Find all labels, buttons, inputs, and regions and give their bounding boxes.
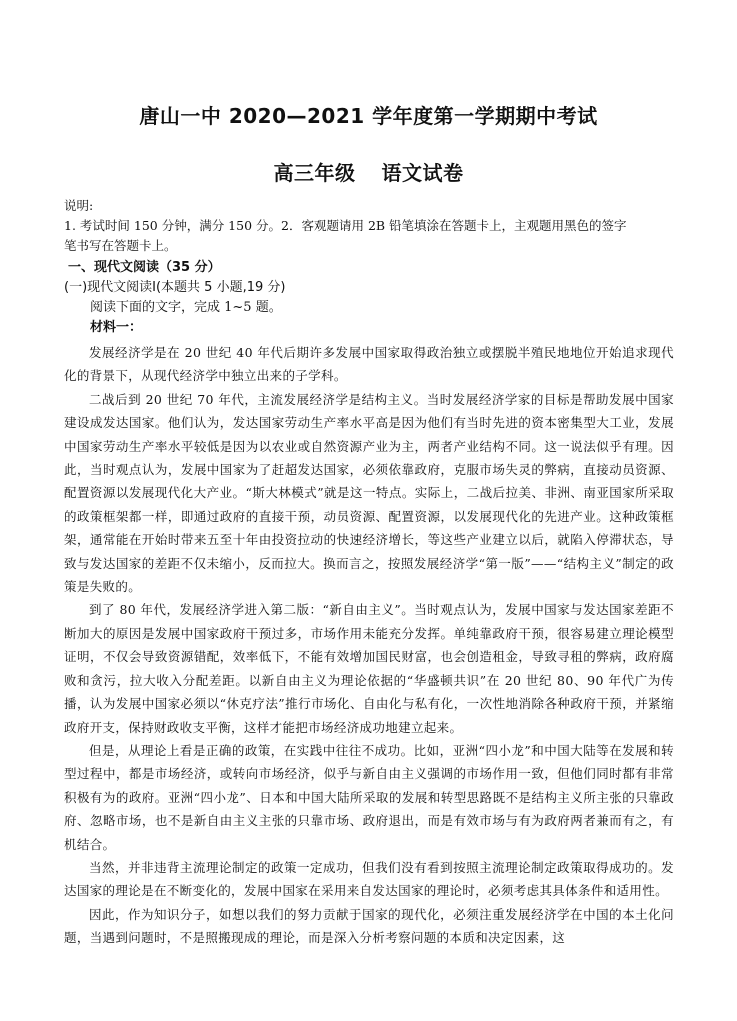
instructions-label: 说明: xyxy=(64,198,94,213)
passage-paragraph-5: 当然，并非违背主流理论制定的政策一定成功，但我们没有看到按照主流理论制定政策取得成功的。发达国家的理论是在不断变化的，发展中国家在采用来自发达国家的理论时，必须考虑其具体条件和适用性。 xyxy=(64,859,674,899)
passage-paragraph-6: 因此，作为知识分子，如想以我们的努力贡献于国家的现代化，必须注重发展经济学在中国的本土化问题，当遇到问题时，不是照搬现成的理论，而是深入分析考察问题的本质和决定因素，这 xyxy=(64,906,674,946)
exam-instructions xyxy=(64,196,674,256)
instructions-line-2: 笔书写在答题卡上。 xyxy=(64,238,177,253)
passage-paragraph-1: 发展经济学是在 20 世纪 40 年代后期许多发展中国家取得政治独立或摆脱半殖民地地位开始追求现代化的背景下，从现代经济学中独立出来的子学科。 xyxy=(64,345,674,384)
exam-title: 唐山一中 2020—2021 学年度第一学期期中考试 xyxy=(139,104,598,128)
section-heading: 一、现代文阅读（35 分） xyxy=(68,260,221,275)
grade-label: 高三年级 xyxy=(273,161,356,185)
exam-subtitle xyxy=(0,157,737,186)
reading-instruction: 阅读下面的文字，完成 1~5 题。 xyxy=(90,300,282,315)
instructions-line-1: 1. 考试时间 150 分钟，满分 150 分。2．客观题请用 2B 铅笔填涂在答题卡上，主观题用黑色的签字 xyxy=(64,218,627,233)
section-subheading: (一)现代文阅读Ⅰ(本题共 5 小题,19 分) xyxy=(64,280,286,295)
reading-passage xyxy=(64,341,674,950)
passage-paragraph-3: 到了 80 年代，发展经济学进入第二版：“新自由主义”。当时观点认为，发展中国家与发达国家差距不断加大的原因是发展中国家政府干预过多，市场作用未能充分发挥。单纯靠政府干预，很容易建立理论模型证明，不仅会导致资源错配，效率低下，不能有效增加国民财富，也会创造租金，导致寻租的弊病，政府腐败和贪污，拉大收入分配差距。以新自由主义为理论依据的“华盛顿共识”在 20 世纪 80、90 年代广为传播，认为发展中国家必须以“休克疗法”推行市场化、自由化与私有化，一次性地消除各种政府干预，并紧缩政府开支，保持财政收支平衡，这样才能把市场经济成功地建立起来。 xyxy=(64,602,674,735)
passage-paragraph-2: 二战后到 20 世纪 70 年代，主流发展经济学是结构主义。当时发展经济学家的目标是帮助发展中国家建设成发达国家。他们认为，发达国家劳动生产率水平高是因为他们有当时先进的资本密集型大工业，发展中国家劳动生产率水平较低是因为以农业或自然资源产业为主，两者产业结构不同。这一说法似乎有理。因此，当时观点认为，发展中国家为了赶超发达国家，必须依靠政府，克服市场失灵的弊病，直接动员资源、配置资源以发展现代化大产业。“斯大林模式”就是这一特点。实际上，二战后拉美、非洲、南亚国家所采取的政策框架都一样，即通过政府的直接干预，动员资源、配置资源，以发展现代化的先进产业。这种政策框架，通常能在开始时带来五至十年由投资拉动的快速经济增长，等这些产业建立以后，就陷入停滞状态，导致与发达国家的差距不仅未缩小，反而拉大。换而言之，按照发展经济学“第一版”——“结构主义”制定的政策是失败的。 xyxy=(64,391,674,595)
section-header xyxy=(64,258,674,338)
passage-paragraph-4: 但是，从理论上看是正确的政策，在实践中往往不成功。比如，亚洲“四小龙”和中国大陆等在发展和转型过程中，都是市场经济，或转向市场经济，似乎与新自由主义强调的市场作用一致，但他们同时都有非常积极有为的政府。亚洲“四小龙”、日本和中国大陆所采取的发展和转型思路既不是结构主义所主张的只靠政府、忽略市场，也不是新自由主义主张的只靠市场、政府退出，而是有效市场与有为政府两者兼而有之，有机结合。 xyxy=(64,742,674,852)
subject-label: 语文试卷 xyxy=(381,161,464,185)
material-label: 材料一： xyxy=(90,320,143,335)
